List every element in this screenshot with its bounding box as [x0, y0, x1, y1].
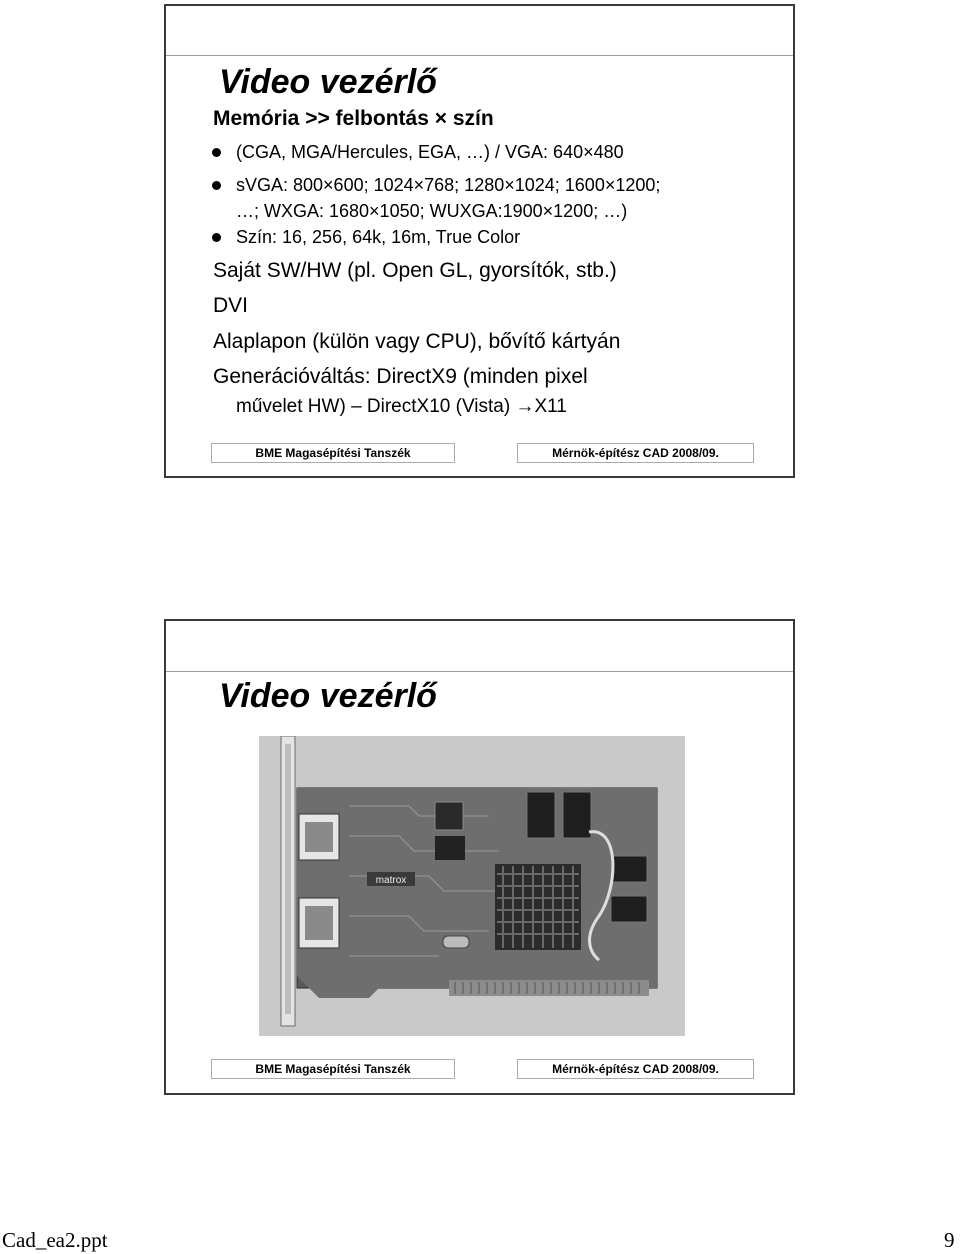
- footer-course: Mérnök-építész CAD 2008/09.: [517, 1059, 754, 1079]
- bullet-icon: [212, 181, 221, 190]
- memoria-line: Memória >> felbontás × szín: [213, 107, 494, 130]
- footer-department: BME Magasépítési Tanszék: [211, 1059, 455, 1079]
- footer-department: BME Magasépítési Tanszék: [211, 443, 455, 463]
- slide-top-rule: [166, 671, 793, 672]
- sajat-line: Saját SW/HW (pl. Open GL, gyorsítók, stb.): [213, 259, 617, 282]
- bullet-item-svga-cont: …; WXGA: 1680×1050; WUXGA:1900×1200; …): [236, 201, 628, 221]
- slide-title: Video vezérlő: [219, 63, 437, 101]
- slide-title: Video vezérlő: [219, 677, 437, 715]
- footer-course: Mérnök-építész CAD 2008/09.: [517, 443, 754, 463]
- slide-1: [164, 4, 795, 478]
- bullet-item-szin: Szín: 16, 256, 64k, 16m, True Color: [236, 227, 521, 247]
- matrox-logo: matrox: [375, 875, 407, 886]
- generacio-line: Generációváltás: DirectX9 (minden pixel: [213, 365, 588, 388]
- page-number: 9: [944, 1228, 955, 1252]
- bullet-item-svga: sVGA: 800×600; 1024×768; 1280×1024; 1600×1200;: [236, 175, 661, 195]
- bullet-icon: [212, 148, 221, 157]
- generacio-x11: X11: [534, 396, 567, 417]
- generacio-text: művelet HW) – DirectX10 (Vista): [236, 396, 516, 417]
- arrow-right-icon: →: [515, 396, 535, 417]
- generacio-line-cont: [236, 396, 567, 418]
- slide-2: [164, 619, 795, 1095]
- alaplapon-line: Alaplapon (külön vagy CPU), bővítő kártyán: [213, 330, 621, 353]
- bullet-item-vga: (CGA, MGA/Hercules, EGA, …) / VGA: 640×480: [236, 142, 624, 162]
- bullet-icon: [212, 233, 221, 242]
- page-filename: Cad_ea2.ppt: [2, 1228, 108, 1252]
- dvi-line: DVI: [213, 294, 249, 317]
- slide-top-rule: [166, 55, 793, 56]
- graphics-card-photo: [259, 736, 685, 1036]
